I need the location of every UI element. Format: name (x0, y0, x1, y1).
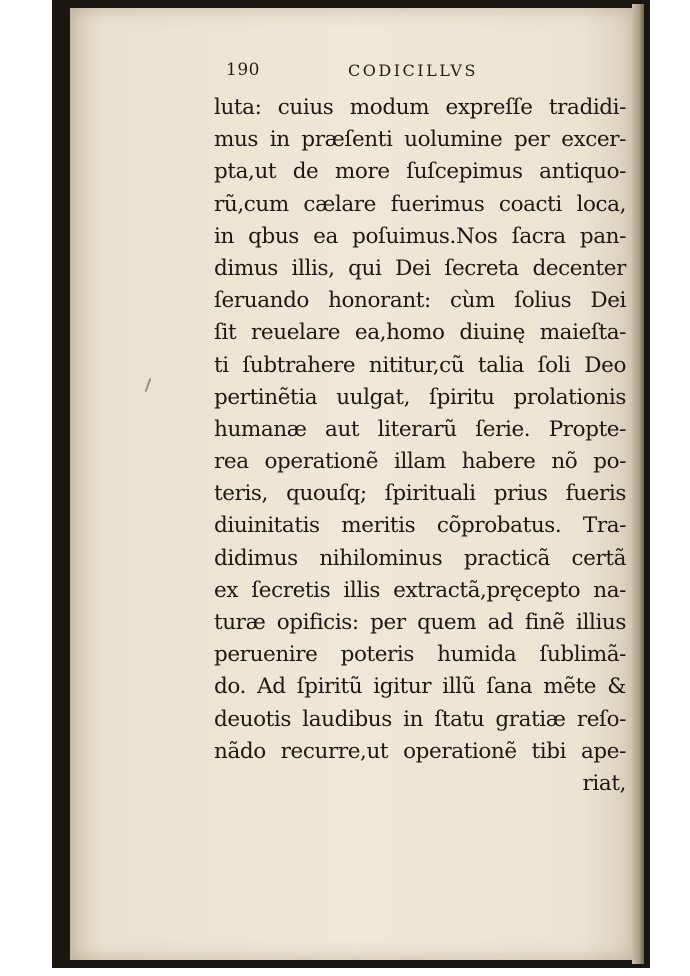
page-number: 190 (226, 60, 260, 80)
text-line: ſit reuelare ea,homo diuinę maieſta- (214, 320, 626, 346)
text-line: nãdo recurre,ut operationẽ tibi ape- (214, 738, 626, 764)
text-line: deuotis laudibus in ſtatu gratiæ reſo- (214, 706, 626, 732)
text-line: diuinitatis meritis cõprobatus. Tra- (214, 513, 626, 539)
text-line: rea operationẽ illam habere nõ po- (214, 449, 626, 475)
text-line: didimus nihilominus practicã certã (214, 545, 626, 571)
text-line: in qbus ea poſuimus.Nos ſacra pan- (214, 223, 626, 249)
text-line: teris, quouſq; ſpirituali prius fueris (214, 481, 626, 507)
text-line: do. Ad ſpiritũ igitur illũ ſana mẽte & (214, 674, 626, 700)
text-line: ti ſubtrahere nititur,cũ talia ſoli Deo (214, 352, 626, 378)
page-edge (632, 4, 644, 964)
running-title: CODICILLVS (348, 61, 478, 80)
text-line: mus in præſenti uolumine per excer- (214, 127, 626, 153)
text-line: dimus illis, qui Dei ſecreta decenter (214, 255, 626, 281)
text-line: humanæ aut literarũ ſerie. Propte- (214, 416, 626, 442)
text-line: rũ,cum cælare fuerimus coacti loca, (214, 191, 626, 217)
text-line: riat, (582, 770, 626, 796)
text-line: ſeruando honorant: cùm ſolius Dei (214, 288, 626, 314)
text-line: luta: cuius modum expreſſe tradidi- (214, 95, 626, 120)
running-head (226, 60, 556, 84)
text-line: pertinẽtia uulgat, ſpiritu prolationis (214, 384, 626, 410)
text-line: peruenire poteris humida ſublimã- (214, 642, 626, 668)
text-line: ex ſecretis illis extractã,pręcepto na- (214, 577, 626, 603)
body-text (214, 92, 626, 800)
text-line: turæ opificis: per quem ad finẽ illius (214, 610, 626, 635)
text-line: pta,ut de more ſuſcepimus antiquo- (214, 159, 626, 185)
